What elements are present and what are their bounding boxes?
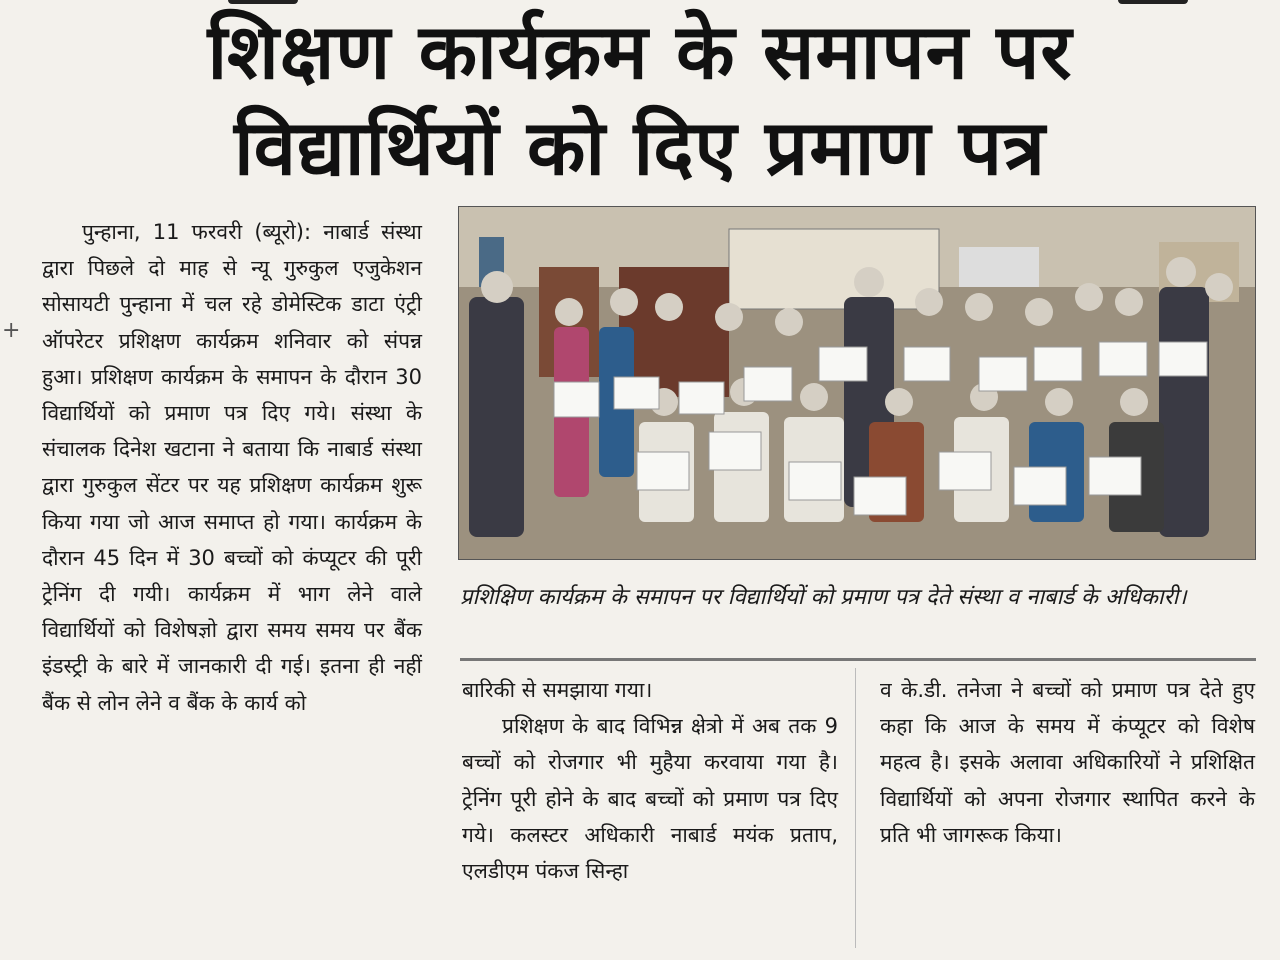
group-photo-illustration — [459, 207, 1255, 559]
column-separator — [855, 668, 856, 948]
article-body-middle-2: प्रशिक्षण के बाद विभिन्न क्षेत्रो में अब तक 9 बच्चों को रोजगार भी मुहैया करवाया गया है। ट्रेनिंग पूरी होने के बाद बच्चों को प्रमाण पत्र दिए गये। कलस्टर अधिकारी नाबार्ड मयंक प्रताप, एलडीएम पंकज सिन्हा — [462, 714, 838, 884]
dateline: पुन्हाना, 11 फरवरी (ब्यूरो): — [82, 220, 312, 244]
article-column-right — [880, 672, 1255, 853]
headline-line-2: विद्यार्थियों को दिए प्रमाण पत्र — [234, 103, 1046, 192]
headline-line-1: शिक्षण कार्यक्रम के समापन पर — [207, 7, 1073, 96]
article-body-middle-1: बारिकी से समझाया गया। — [462, 678, 653, 702]
article-column-left — [42, 214, 422, 721]
article-body-right: व के.डी. तनेजा ने बच्चों को प्रमाण पत्र देते हुए कहा कि आज के समय में कंप्यूटर को विशेष महत्व है। इसके अलावा अधिकारियों ने प्रशिक्षित विद्यार्थियों को अपना रोजगार स्थापित करने के प्रति भी जागरूक किया। — [880, 678, 1255, 847]
news-photo — [458, 206, 1256, 560]
headline — [0, 4, 1280, 196]
article-column-middle — [462, 672, 838, 889]
photo-caption: प्रशिक्षिण कार्यक्रम के समापन पर विद्यार्थियों को प्रमाण पत्र देते संस्था व नाबार्ड के अधिकारी। — [460, 585, 1187, 610]
article-body-left: नाबार्ड संस्था द्वारा पिछले दो माह से न्यू गुरुकुल एजुकेशन सोसायटी पुन्हाना में चल रहे डोमेस्टिक डाटा एंट्री ऑपरेटर प्रशिक्षण कार्यक्रम शनिवार को संपन्न हुआ। प्रशिक्षण कार्यक्रम के समापन के दौरान 30 विद्यार्थियों को प्रमाण पत्र दिए गये। संस्था के संचालक दिनेश खटाना ने बताया कि नाबार्ड संस्था द्वारा गुरुकुल सेंटर पर यह प्रशिक्षण कार्यक्रम शुरू किया गया जो आज समाप्त हो गया। कार्यक्रम के दौरान 45 दिन में 30 बच्चों को कंप्यूटर की पूरी ट्रेनिंग दी गयी। कार्यक्रम में भाग लेने वाले विद्यार्थियों को विशेषज्ञो द्वारा समय समय पर बैंक इंडस्ट्री के बारे में जानकारी दी गई। इतना ही नहीं बैंक से लोन लेने व बैंक के कार्य को — [42, 220, 422, 715]
crop-mark: + — [2, 318, 21, 343]
section-rule — [460, 658, 1256, 661]
